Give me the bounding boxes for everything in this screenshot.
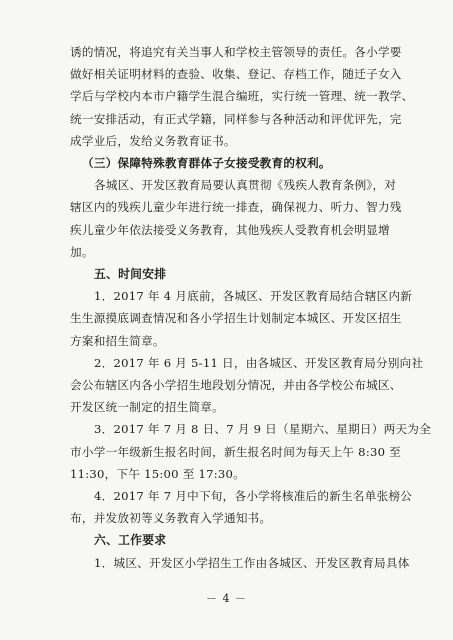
subsection-heading: （三）保障特殊教育群体子女接受教育的权利。 xyxy=(82,156,331,170)
paragraph-line: 11:30，下午 15:00 至 17:30。 xyxy=(70,466,246,481)
paragraph-line: 3．2017 年 7 月 8 日、7 月 9 日（星期六、星期日）两天为全 xyxy=(94,422,431,437)
page-number: － 4 － xyxy=(206,592,247,605)
paragraph-line: 2．2017 年 6 月 5-11 日，由各城区、开发区教育局分别向社 xyxy=(94,355,424,370)
paragraph-line: 统一安排活动，有正式学籍，同样参与各种活动和评优评先，完 xyxy=(70,111,402,126)
paragraph-line: 1．2017 年 4 月底前，各城区、开发区教育局结合辖区内新 xyxy=(94,289,413,304)
section-heading: 六、工作要求 xyxy=(94,533,167,548)
section-heading: 五、时间安排 xyxy=(94,267,167,281)
paragraph-line: 4．2017 年 7 月中下旬，各小学将核准后的新生名单张榜公 xyxy=(94,489,413,503)
paragraph-line: 方案和招生简章。 xyxy=(70,333,165,348)
paragraph-line: 开发区统一制定的招生简章。 xyxy=(70,400,224,415)
paragraph-line: 诱的情况，将追究有关当事人和学校主管领导的责任。各小学要 xyxy=(70,45,402,59)
paragraph-line: 疾儿童少年依法接受义务教育，其他残疾人受教育机会明显增 xyxy=(70,222,390,237)
paragraph-line: 布，并发放初等义务教育入学通知书。 xyxy=(70,511,272,526)
paragraph-line: 学后与学校内本市户籍学生混合编班，实行统一管理、统一教学、 xyxy=(70,89,414,104)
paragraph-line: 加。 xyxy=(70,244,94,259)
paragraph-line: 会公布辖区内各小学招生地段划分情况，并由各学校公布城区、 xyxy=(70,378,402,392)
paragraph-line: 生生源摸底调查情况和各小学招生计划制定本城区、开发区招生 xyxy=(70,311,402,326)
paragraph-line: 各城区、开发区教育局要认真贯彻《残疾人教育条例》，对 xyxy=(94,178,397,193)
paragraph-line: 辖区内的残疾儿童少年进行统一排查，确保视力、听力、智力残 xyxy=(70,200,402,215)
paragraph-line: 成学业后，发给义务教育证书。 xyxy=(70,133,236,148)
paragraph-line: 市小学一年级新生报名时间，新生报名时间为每天上午 8:30 至 xyxy=(70,444,402,459)
paragraph-line: 1．城区、开发区小学招生工作由各城区、开发区教育局具体 xyxy=(94,555,410,570)
paragraph-line: 做好相关证明材料的查验、收集、登记、存档工作，随迁子女入 xyxy=(70,67,402,82)
